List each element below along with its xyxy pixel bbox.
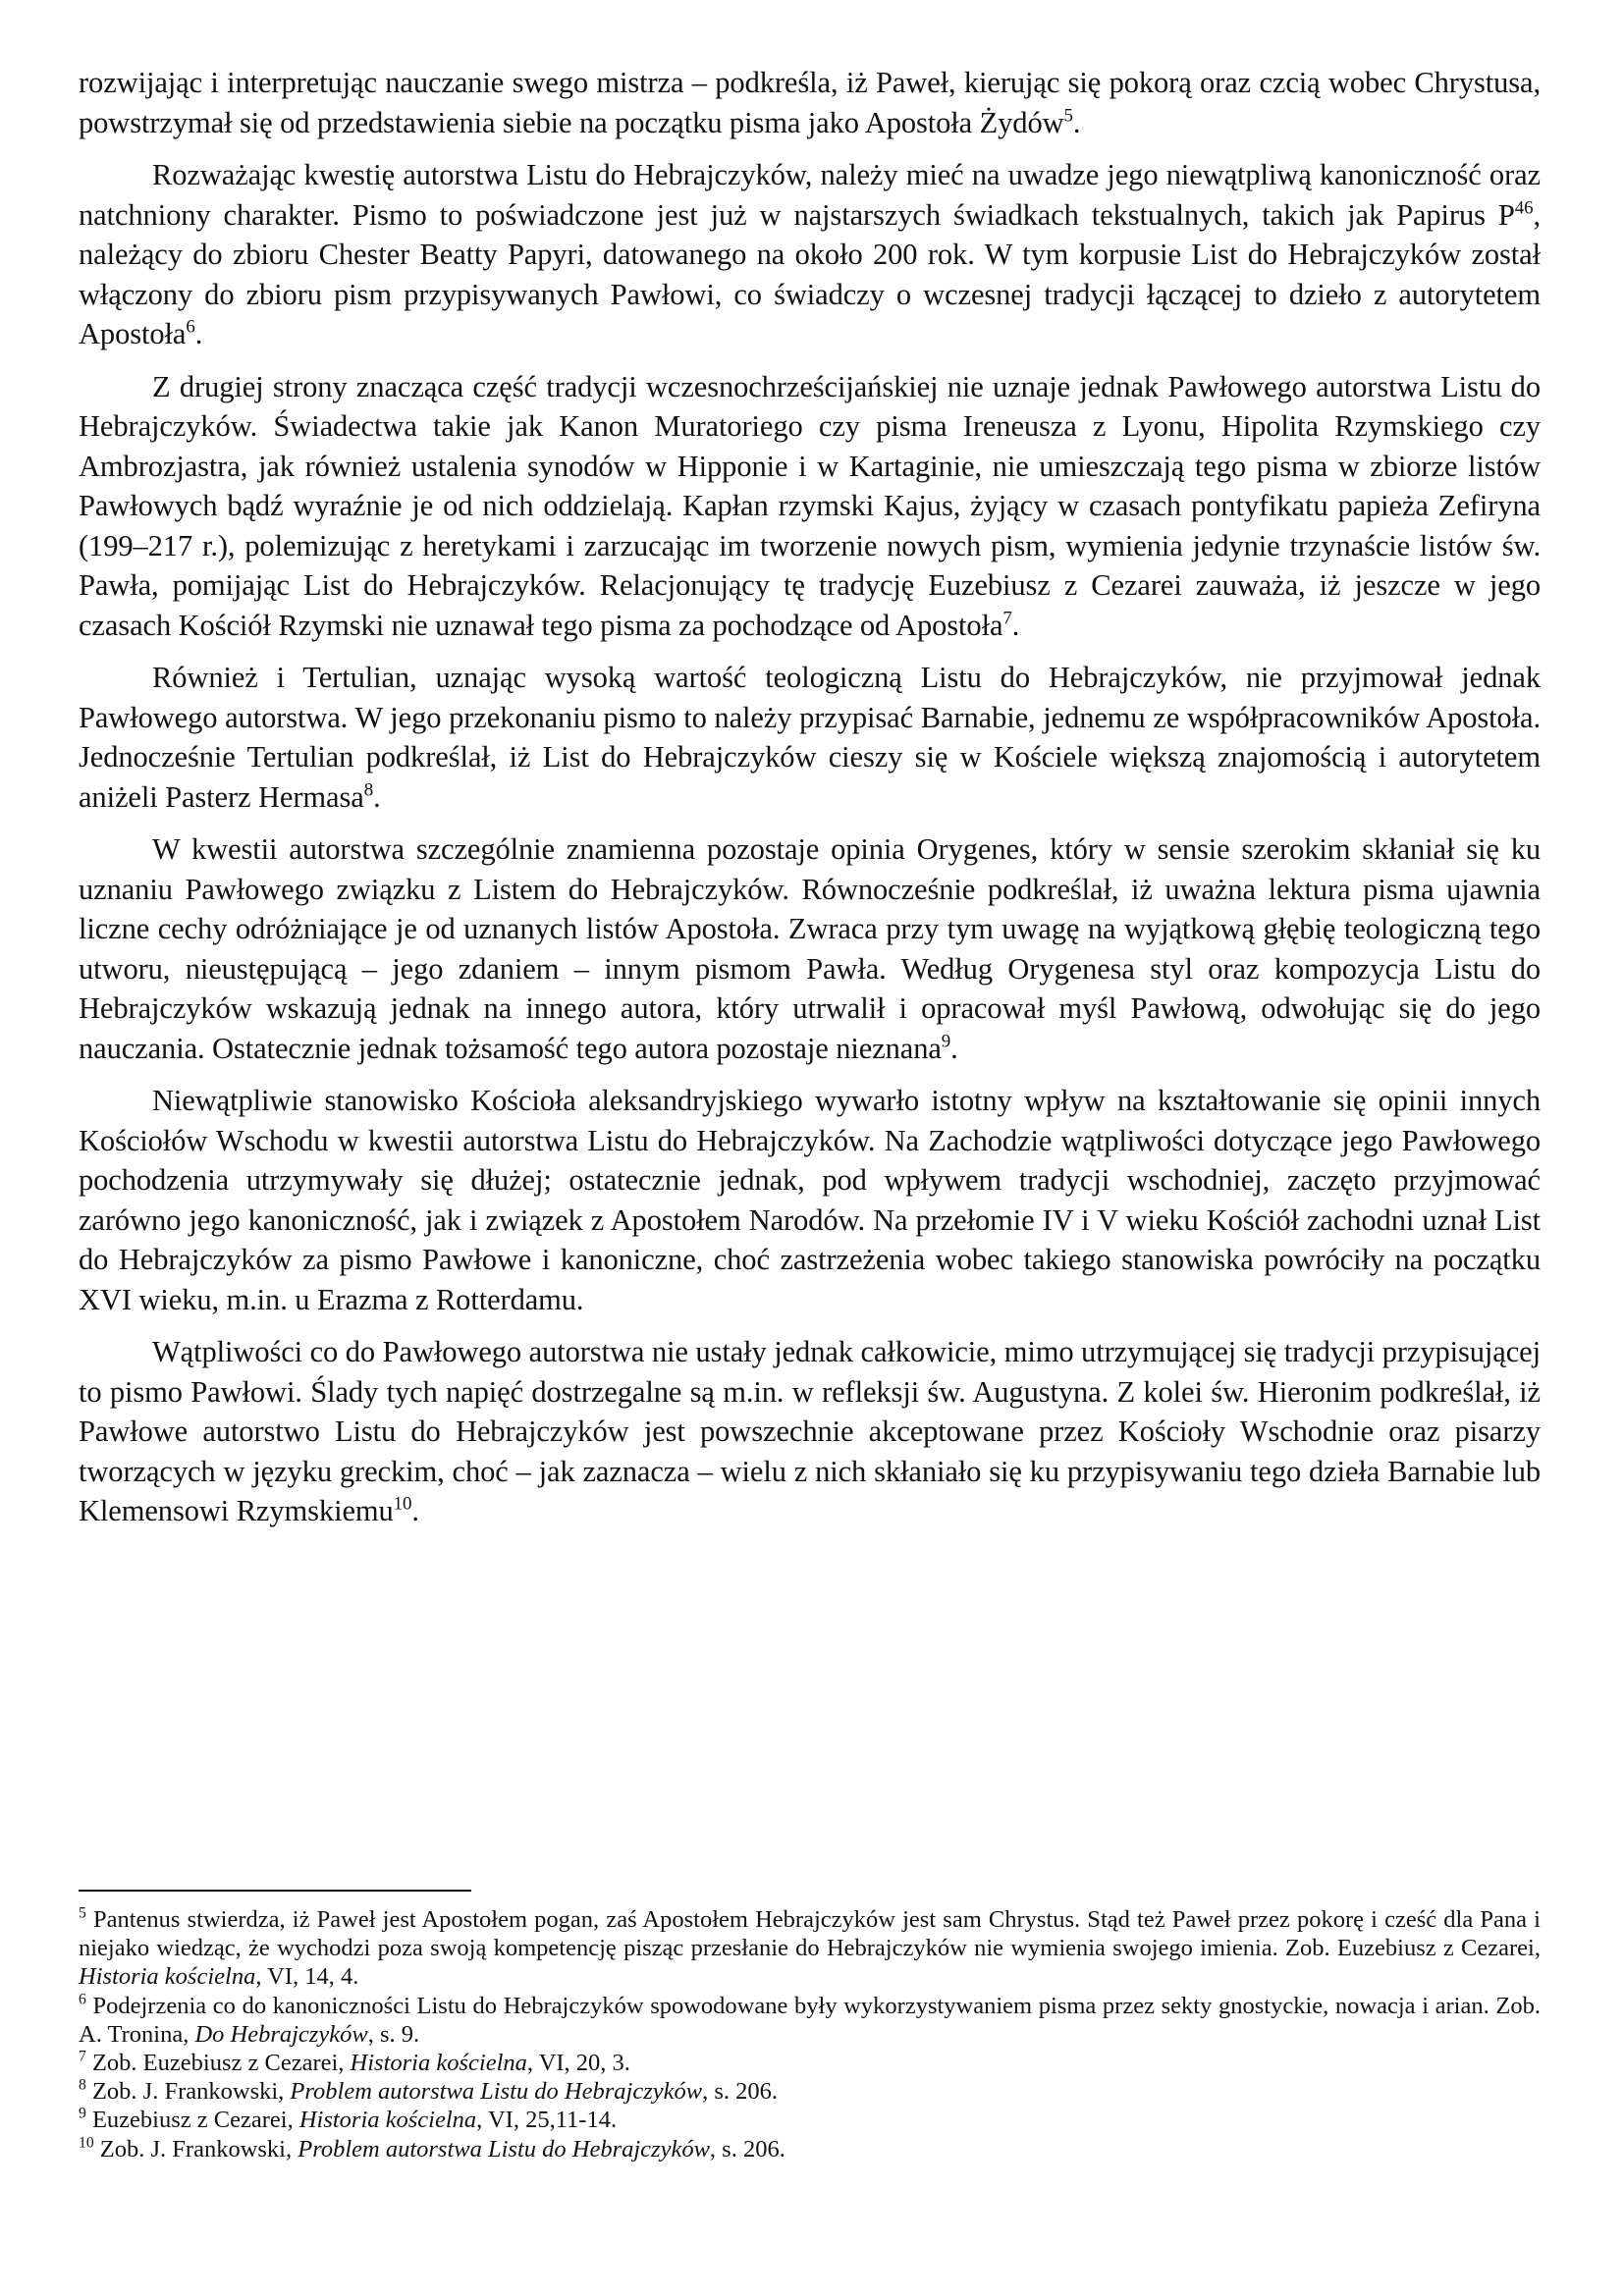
body-text bbox=[79, 63, 1541, 1531]
italic-title: Historia kościelna bbox=[298, 2107, 477, 2134]
footnote bbox=[79, 2049, 1541, 2077]
footnotes-section bbox=[79, 1890, 1541, 2163]
footnote-text: Euzebiusz z Cezarei, Historia kościelna, VI, 25,11-14. bbox=[85, 2107, 618, 2134]
footnote-reference: 7 bbox=[1002, 607, 1012, 628]
italic-title: Problem autorstwa Listu do Hebrajczyków bbox=[290, 2078, 703, 2106]
italic-title: Problem autorstwa Listu do Hebrajczyków bbox=[298, 2135, 710, 2163]
footnote bbox=[79, 2135, 1541, 2163]
footnote bbox=[79, 2106, 1541, 2134]
footnote-reference: 9 bbox=[941, 1030, 951, 1051]
footnote-separator bbox=[79, 1890, 471, 1892]
footnote bbox=[79, 1992, 1541, 2049]
italic-title: Historia kościelna bbox=[79, 1963, 256, 1991]
footnote-number: 5 bbox=[79, 1904, 86, 1922]
footnote-reference: 8 bbox=[363, 778, 374, 800]
footnote-text: Zob. Euzebiusz z Cezarei, Historia kościelna, VI, 20, 3. bbox=[85, 2050, 630, 2077]
paragraph: Wątpliwości co do Pawłowego autorstwa nie ustały jednak całkowicie, mimo utrzymującej się tradycji przypisującej to pismo Pawłowi. Ślady tych napięć dostrzegalne są m.in. w refleksji św. Augustyna. Z kolei św. Hieronim podkreślał, iż Pawłowe autorstwo Listu do Hebrajczyków jest powszechnie akceptowane przez Kościoły Wschodnie oraz pisarzy tworzących w języku greckim, choć – jak zaznacza – wielu z nich skłaniało się ku przypisywaniu tego dzieła Barnabie lub Klemensowi Rzymskiemu$^{10}$. bbox=[79, 1335, 1541, 1527]
document-page bbox=[79, 63, 1541, 1544]
footnote-reference: 6 bbox=[186, 316, 195, 338]
paragraph: Niewątpliwie stanowisko Kościoła aleksandryjskiego wywarło istotny wpływ na kształtowanie się opinii innych Kościołów Wschodu w kwestii autorstwa Listu do Hebrajczyków. Na Zachodzie wątpliwości dotyczące jego Pawłowego pochodzenia utrzymywały się dłużej; ostatecznie jednak, pod wpływem tradycji wschodniej, zaczęto przyjmować zarówno jego kanoniczność, jak i związek z Apostołem Narodów. Na przełomie IV i V wieku Kościół zachodni uznał List do Hebrajczyków za pismo Pawłowe i kanoniczne, choć zastrzeżenia wobec takiego stanowiska powróciły na początku XVI wieku, m.in. u Erazma z Rotterdamu. bbox=[79, 1084, 1541, 1316]
footnote-number: 8 bbox=[79, 2076, 86, 2094]
footnote bbox=[79, 1905, 1541, 1992]
footnote-number: 9 bbox=[79, 2106, 86, 2123]
footnote-reference: 46 bbox=[1514, 196, 1534, 218]
paragraph: W kwestii autorstwa szczególnie znamienna pozostaje opinia Orygenes, który w sensie szerokim skłaniał się ku uznaniu Pawłowego związku z Listem do Hebrajczyków. Równocześnie podkreślał, iż uważna lektura pisma ujawnia liczne cechy odróżniające je od uznanych listów Apostoła. Zwraca przy tym uwagę na wyjątkową głębię teologiczną tego utworu, nieustępującą – jego zdaniem – innym pismom Pawła. Według Orygenesa styl oraz kompozycja Listu do Hebrajczyków wskazują jednak na innego autora, który utrwalił i opracował myśl Pawłową, odwołując się do jego nauczania. Ostatecznie jednak tożsamość tego autora pozostaje nieznana$^9$. bbox=[79, 832, 1541, 1065]
footnote-reference: 5 bbox=[1063, 104, 1073, 126]
italic-title: Historia kościelna bbox=[350, 2050, 527, 2077]
paragraph: Również i Tertulian, uznając wysoką wartość teologiczną Listu do Hebrajczyków, nie przyjmował jednak Pawłowego autorstwa. W jego przekonaniu pismo to należy przypisać Barnabie, jednemu ze współpracowników Apostoła. Jednocześnie Tertulian podkreślał, iż List do Hebrajczyków cieszy się w Kościele większą znajomością i autorytetem aniżeli Pasterz Hermasa$^8$. bbox=[79, 661, 1541, 814]
footnote-number: 6 bbox=[79, 1991, 86, 2008]
footnote bbox=[79, 2077, 1541, 2106]
italic-title: Do Hebrajczyków bbox=[194, 2020, 368, 2048]
footnote-text: Podejrzenia co do kanoniczności Listu do Hebrajczyków spowodowane były wykorzystywaniem pisma przez sekty gnostyckie, nowacja i arian. Zob. A. Tronina, Do Hebrajczyków, s. 9. bbox=[79, 1992, 1541, 2048]
footnote-text: Pantenus stwierdza, iż Paweł jest Apostołem pogan, zaś Apostołem Hebrajczyków jest sam Chrystus. Stąd też Paweł przez pokorę i cześć dla Pana i niejako wiedząc, że wychodzi poza swoją kompetencję pisząc przesłanie do Hebrajczyków nie wymienia swojego imienia. Zob. Euzebiusz z Cezarei, Historia kościelna, VI, 14, 4. bbox=[79, 1906, 1541, 1991]
footnote-text: Zob. J. Frankowski, Problem autorstwa Listu do Hebrajczyków, s. 206. bbox=[93, 2135, 785, 2163]
paragraph: Z drugiej strony znacząca część tradycji wczesnochrześcijańskiej nie uznaje jednak Pawłowego autorstwa Listu do Hebrajczyków. Świadectwa takie jak Kanon Muratoriego czy pisma Ireneusza z Lyonu, Hipolita Rzymskiego czy Ambrozjastra, jak również ustalenia synodów w Hipponie i w Kartaginie, nie umieszczają tego pisma w zbiorze listów Pawłowych bądź wyraźnie je od nich oddzielają. Kapłan rzymski Kajus, żyjący w czasach pontyfikatu papieża Zefiryna (199–217 r.), polemizując z heretykami i zarzucając im tworzenie nowych pism, wymienia jedynie trzynaście listów św. Pawła, pomijając List do Hebrajczyków. Relacjonujący tę tradycję Euzebiusz z Cezarei zauważa, iż jeszcze w jego czasach Kościół Rzymski nie uznawał tego pisma za pochodzące od Apostoła$^7$. bbox=[79, 369, 1541, 642]
footnote-text: Zob. J. Frankowski, Problem autorstwa Listu do Hebrajczyków, s. 206. bbox=[85, 2078, 779, 2106]
footnote-reference: 10 bbox=[393, 1493, 412, 1515]
paragraph: Rozważając kwestię autorstwa Listu do Hebrajczyków, należy mieć na uwadze jego niewątpliwą kanoniczność oraz natchniony charakter. Pismo to poświadczone jest już w najstarszych świadkach tekstualnych, takich jak Papirus $P^{46}$, należący do zbioru Chester Beatty Papyri, datowanego na około 200 rok. W tym korpusie List do Hebrajczyków został włączony do zbioru pism przypisywanych Pawłowi, co świadczy o wczesnej tradycji łączącej to dzieło z autorytetem Apostoła$^6$. bbox=[79, 158, 1541, 350]
paragraph: rozwijając i interpretując nauczanie swego mistrza – podkreśla, iż Paweł, kierując się pokorą oraz czcią wobec Chrystusa, powstrzymał się od przedstawienia siebie na początku pisma jako Apostoła Żydów$^5$. bbox=[79, 66, 1541, 139]
footnote-number: 7 bbox=[79, 2048, 86, 2065]
footnote-number: 10 bbox=[79, 2134, 94, 2152]
